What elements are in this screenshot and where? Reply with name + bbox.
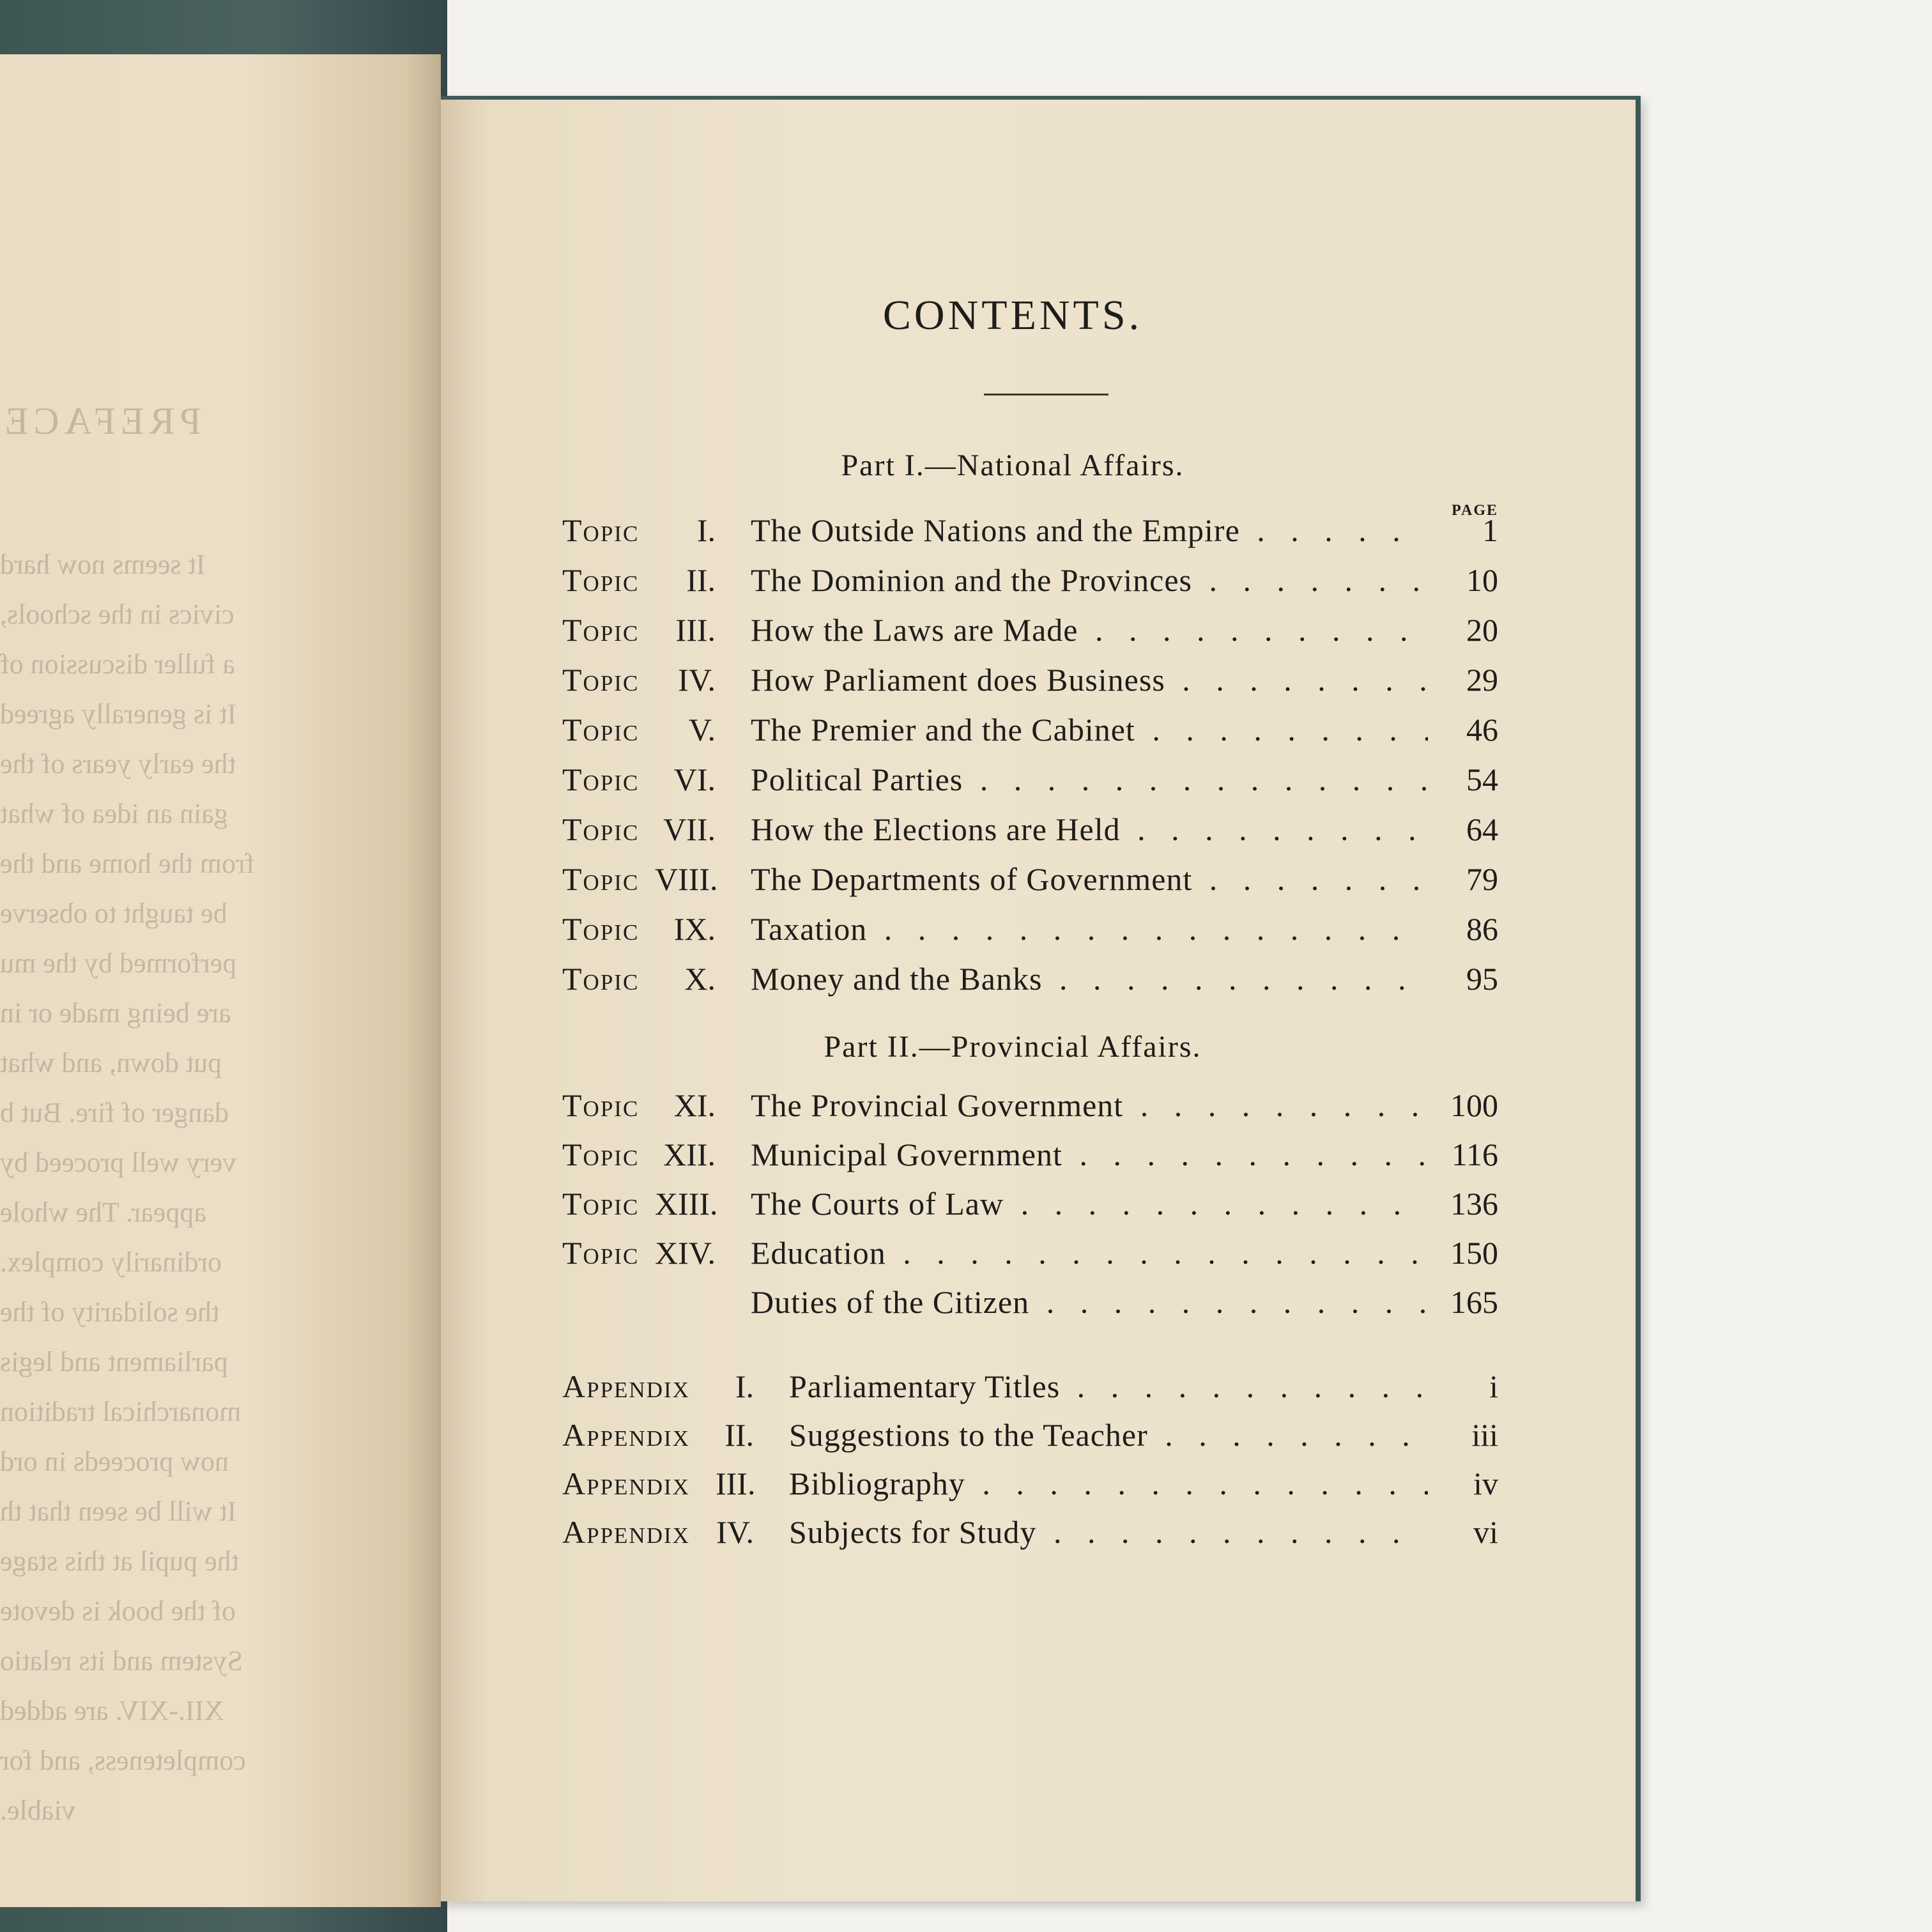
entry-number: X. [684,961,716,997]
entry-title: Political Parties . . . [751,761,1428,798]
toc-entry [562,1514,1498,1558]
toc-entry [562,1465,1498,1510]
entry-kind: Topic [562,1087,640,1123]
entry-page: 95 [1466,961,1498,997]
toc-entry [562,910,1498,955]
entry-page: 79 [1466,861,1498,897]
entry-page: 150 [1450,1235,1498,1271]
entry-title: Parliamentary Titles . . . [789,1368,1428,1405]
entry-kind: Topic [562,811,640,847]
entry-number: V. [688,712,716,747]
entry-kind: Topic [562,712,640,747]
entry-number: VII. [663,811,716,847]
entry-number: III. [675,612,716,648]
toc-entry [562,811,1498,855]
entry-number: VI. [673,762,716,797]
left-page [0,54,441,1907]
entry-kind: Topic [562,861,640,897]
right-page [441,96,1641,1901]
entry-title: How the Elections are Held . . . [751,811,1428,848]
entry-title: Money and the Banks . . . [751,960,1428,997]
entry-number: I. [735,1368,754,1404]
entry-title: The Provincial Government . . . [751,1087,1428,1124]
show-through-text-block: It seems now hard civics in the schools, a fuller discussion of It is generally agreed the early years of the gain an idea of what from the home and the be taught to observe performed by the mu are being made or in put down, and what danger of fire. But b very well proceed by appear. The whole ordinarily complex. the solidarity of the parliament and legis monarchical tradition now proceeds in ord It will be seen that th the pupil at this stage of the book is devote System and its relatio XII.-XIV. are added completeness, and for viable. [0,549,255,1826]
entry-title: Duties of the Citizen . . . [751,1284,1428,1321]
entry-kind: Topic [562,1186,640,1222]
entry-page: iv [1473,1466,1498,1501]
entry-number: XII. [663,1137,716,1172]
entry-page: 20 [1466,612,1498,648]
entry-page: 64 [1466,811,1498,847]
entry-number: XIV. [655,1235,716,1271]
entry-page: 1 [1482,512,1498,548]
entry-title: The Departments of Government . . . [751,861,1428,898]
entry-kind: Topic [562,1235,640,1271]
entry-kind: Topic [562,562,640,598]
entry-page: 46 [1466,712,1498,747]
entry-page: vi [1473,1514,1498,1550]
entry-number: IX. [673,911,716,947]
entry-title: The Outside Nations and the Empire . . . [751,512,1428,549]
entry-number: XIII. [655,1186,718,1222]
entry-kind: Topic [562,512,640,548]
entry-page: 86 [1466,911,1498,947]
entry-kind: Appendix [562,1514,690,1550]
entry-number: IV. [678,662,716,698]
toc-entry [562,1234,1498,1279]
entry-title: The Courts of Law . . . [751,1185,1428,1222]
toc-entry [562,1416,1498,1461]
entry-kind: Topic [562,1137,640,1172]
entry-kind: Appendix [562,1368,690,1404]
page-column-heading: PAGE [1452,502,1498,519]
entry-kind: Topic [562,612,640,648]
entry-kind: Topic [562,911,640,947]
entry-number: II. [724,1417,754,1453]
entry-title: Taxation . . . [751,910,1428,947]
entry-number: VIII. [655,861,718,897]
toc-entry [562,861,1498,905]
entry-page: iii [1471,1417,1498,1453]
entry-page: 54 [1466,762,1498,797]
toc-entry [562,1087,1498,1131]
toc-entry [562,562,1498,606]
entry-title: Education . . . [751,1234,1428,1271]
toc-entry [562,1368,1498,1413]
entry-kind: Topic [562,961,640,997]
toc-entry [562,761,1498,806]
entry-title: Suggestions to the Teacher . . . [789,1416,1428,1453]
title-rule [984,394,1108,395]
entry-kind: Appendix [562,1417,690,1453]
toc-entry [562,661,1498,706]
entry-kind: Topic [562,662,640,698]
entry-page: 165 [1450,1284,1498,1320]
page-title: CONTENTS. [882,292,1143,339]
toc-entry [562,711,1498,756]
part-heading: Part I.—National Affairs. [841,448,1184,482]
entry-title: Municipal Government . . . [751,1136,1428,1173]
toc-entry [562,1284,1498,1328]
toc-entry [562,512,1498,556]
entry-page: i [1489,1368,1498,1404]
part-heading: Part II.—Provincial Affairs. [824,1030,1202,1064]
entry-number: IV. [716,1514,754,1550]
entry-page: 29 [1466,662,1498,698]
entry-title: The Premier and the Cabinet . . . [751,711,1428,748]
entry-number: II. [686,562,716,598]
toc-entry [562,1185,1498,1230]
toc-entry [562,1136,1498,1181]
entry-number: III. [716,1466,756,1501]
entry-title: How the Laws are Made . . . [751,611,1428,648]
toc-entry [562,960,1498,1005]
entry-page: 10 [1466,562,1498,598]
entry-title: Bibliography . . . [789,1465,1428,1502]
entry-page: 116 [1451,1137,1498,1172]
entry-kind: Appendix [562,1466,690,1501]
entry-title: The Dominion and the Provinces . . . [751,562,1428,599]
entry-title: Subjects for Study . . . [789,1514,1428,1551]
entry-kind: Topic [562,762,640,797]
show-through-text: PREFACE [0,400,201,442]
entry-title: How Parliament does Business . . . [751,661,1428,698]
toc-entry [562,611,1498,656]
entry-page: 100 [1450,1087,1498,1123]
entry-page: 136 [1450,1186,1498,1222]
entry-number: I. [696,512,716,548]
entry-number: XI. [673,1087,716,1123]
